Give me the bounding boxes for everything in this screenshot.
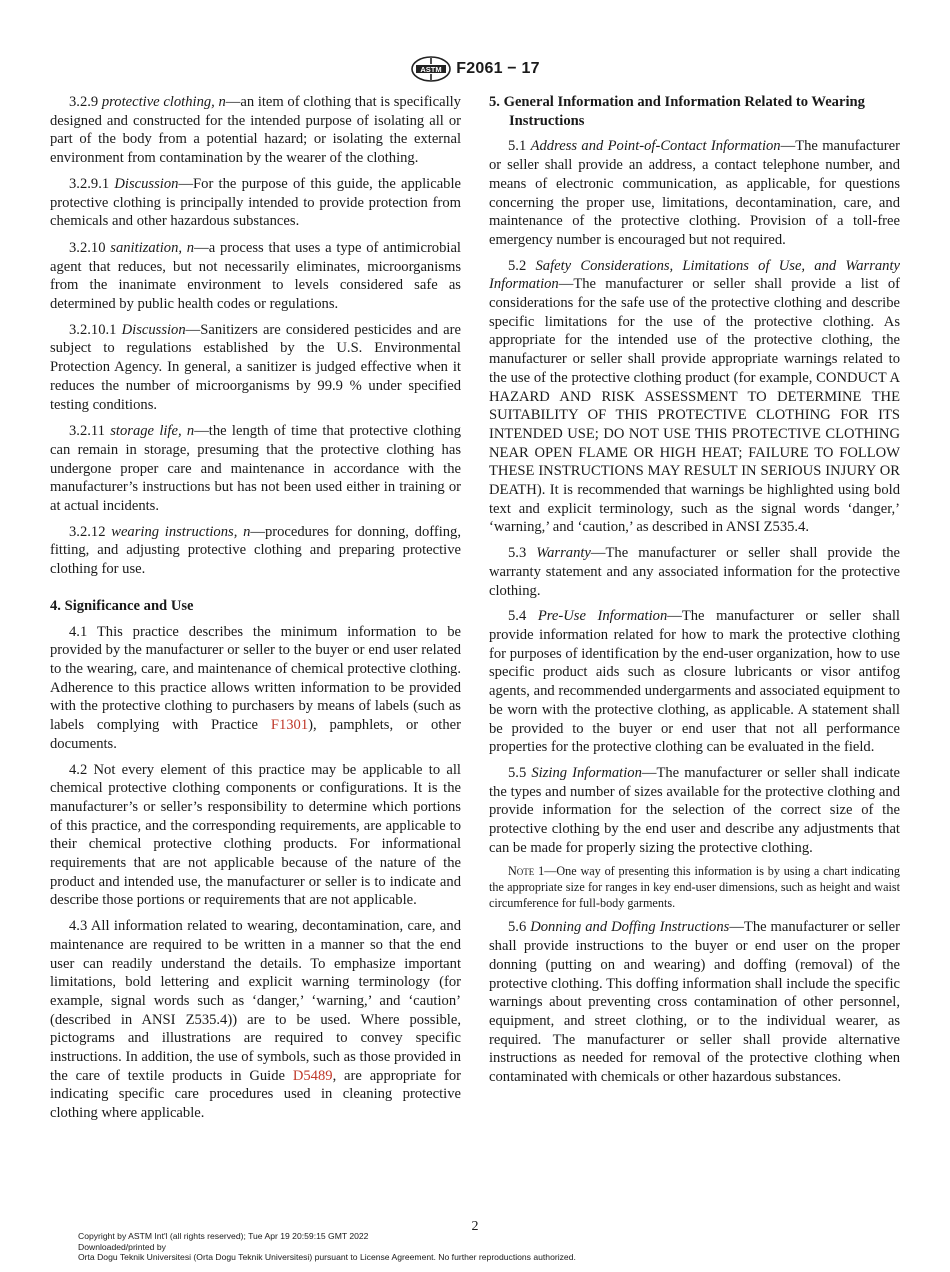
- discussion-text: —For the purpose of this guide, the applicable protective clothing is principally intended to provide protection from chemicals and other hazardous substances.: [50, 175, 462, 230]
- clause-number: 5.2: [508, 257, 527, 274]
- clause-5-1: [489, 137, 900, 249]
- clause-number: 3.2.11: [69, 423, 105, 440]
- clause-title: Donning and Doffing Instructions: [530, 919, 730, 936]
- clause-title: Warranty: [536, 545, 591, 562]
- definition-text: —the length of time that protective clothing can remain in storage, presuming that the protective clothing has undergone proper care and maintenance in accordance with the manufacturer’s instructions but has not been used either in training or at actual incidents.: [50, 423, 461, 515]
- clause-text: 4.1 This practice describes the minimum information to be provided by the manufacturer or seller to the buyer or end user related to the wearing, care, and maintenance of chemical protective clothing. Adherence to this practice allows written information to be provided with the protective clothing to purchasers by means of labels (such as labels complying with Practice: [50, 623, 461, 734]
- term: Discussion: [114, 175, 179, 192]
- clause-text: 4.3 All information related to wearing, decontamination, care, and maintenance are required to be written in a manner so that the end user can readily understand the details. To emphasize important limitations, bold lettering and explicit warning terminology (for example, signal words such as ‘danger,’ ‘warning,’ and ‘caution’ (described in ANSI Z535.4)) are to be used. Where possible, pictograms and illustrations are required to convey specific instructions. In addition, the use of symbols, such as those provided in the care of textile products in Guide: [50, 918, 461, 1084]
- note-text: —One way of presenting this information is by using a chart indicating the appropriate size for ranges in key end-user dimensions, such as height and waist circumference for full-body garments.: [489, 864, 900, 911]
- clause-number: 3.2.10: [69, 239, 106, 256]
- footer-license-line: Orta Dogu Teknik Universitesi (Orta Dogu Teknik Universitesi) pursuant to License Agreement. No further reproductions authorized.: [78, 1252, 576, 1263]
- clause-5-3: [489, 544, 900, 600]
- definition-text: —procedures for donning, doffing, fitting, and adjusting protective clothing and preparing protective clothing for use.: [50, 523, 462, 578]
- copyright-footer: [78, 1231, 576, 1263]
- term: Discussion: [121, 321, 186, 338]
- definition-text: —an item of clothing that is specifically designed and constructed for the intended purpose of isolating all or part of the body from a potential hazard; or isolating the external environment from contamination by the wearer of the clothing.: [50, 94, 461, 167]
- clause-title: Sizing Information: [531, 764, 642, 781]
- right-column: [489, 93, 900, 1094]
- clause-5-4: [489, 607, 900, 757]
- clause-number: 5.1: [508, 138, 527, 155]
- clause-title: Safety Considerations, Limitations of Use, and Warranty Information: [489, 257, 901, 293]
- clause-text: —The manufacturer or seller shall indicate the types and number of sizes available for the protective clothing and provide information for the selection of the correct size of the protective clothing by the end user and describe any adjustments that can be made for properly sizing the protective clothing.: [489, 764, 900, 856]
- term: storage life, n: [110, 423, 195, 440]
- document-designation: F2061 − 17: [456, 60, 540, 77]
- clause-number: 5.3: [508, 545, 527, 562]
- clause-text: —The manufacturer or seller shall provide instructions to the buyer or end user on the proper donning (putting on and wearing) and doffing (removal) of the protective clothing. This doffing information shall include the specific warnings about preventing cross contamination of other personnel, equipment, and street clothing, or to the individual wearer, as required. The manufacturer or seller shall provide alternative instructions as needed for removal of the protective clothing when contaminated with chemicals or other hazardous substances.: [489, 919, 900, 1086]
- clause-4-2: 4.2 Not every element of this practice may be applicable to all chemical protective clothing components or configurations. It is the manufacturer’s or seller’s responsibility to determine which portions of this practice, and the corresponding requirements, are applicable to their chemical protective clothing products. For informational requirements that are not applicable because of the nature of the product and intended use, the manufacturer or seller is to indicate and describe those portions or requirements that are not applicable.: [50, 761, 461, 909]
- astm-logo-icon: [410, 56, 452, 82]
- clause-text: —The manufacturer or seller shall provide the warranty statement and any associated information for the protective clothing.: [489, 545, 900, 599]
- clause-5-6: [489, 918, 900, 1086]
- discussion-3-2-10-1: [50, 321, 461, 415]
- clause-text: , are appropriate for indicating specific care procedures used in cleaning protective clothing where applicable.: [50, 1067, 462, 1122]
- clause-number: 5.4: [508, 608, 527, 625]
- definition-3-2-10: [50, 239, 461, 314]
- clause-text: —The manufacturer or seller shall provide an address, a contact telephone number, and means of electronic communication, as applicable, for questions concerning the proper use, limitations, decontamination, care, and maintenance of the protective clothing. Provision of a toll-free emergency number is encouraged but not required.: [489, 138, 900, 248]
- section-5-heading: 5. General Information and Information Related to Wearing Instructions: [489, 94, 865, 129]
- clause-text: —The manufacturer or seller shall provide information related for how to mark the protective clothing for purposes of identification by the end-user organization, how to use specific product aids such as closure lubricants or visor antifog agents, and recommended undergarments and associated equipment to be worn with the protective clothing, as applicable. A statement shall be provided to the buyer or end user that not all performance properties for the protective clothing can be evaluated in the field.: [489, 608, 900, 756]
- term: protective clothing, n: [101, 94, 226, 110]
- discussion-text: —Sanitizers are considered pesticides and are subject to regulations established by the U.S. Environmental Protection Agency. In general, a sanitizer is judged effective when it reduces the number of microorganisms by 99.9 % under specified testing conditions.: [50, 321, 461, 413]
- clause-text: —The manufacturer or seller shall provide a list of considerations for the safe use of the protective clothing and describe specific limitations for the use of the protective clothing. As appropriate for the intended use of the protective clothing, the manufacturer or seller shall provide appropriate warnings related to the use of the protective clothing product (for example, CONDUCT A HAZARD AND RISK ASSESSMENT TO DETERMINE THE SUITABILITY OF THIS PROTECTIVE CLOTHING FOR ITS INTENDED USE; DO NOT USE THIS PROTECTIVE CLOTHING NEAR OPEN FLAME OR HIGH HEAT; FAILURE TO FOLLOW THESE INSTRUCTIONS MAY RESULT IN SERIOUS INJURY OR DEATH). It is recommended that warnings be highlighted using bold text and explicit terminology, such as the signal words ‘danger,’ ‘warning,’ and ‘caution,’ as described in ANSI Z535.4.: [489, 276, 900, 536]
- clause-4-3: [50, 917, 461, 1123]
- term: wearing instructions, n: [111, 523, 251, 540]
- svg-text:ASTM: ASTM: [420, 65, 442, 74]
- clause-number: 3.2.10.1: [69, 321, 117, 338]
- definition-3-2-11: [50, 422, 461, 516]
- clause-4-1: [50, 623, 461, 754]
- clause-number: 3.2.9.1: [69, 175, 110, 192]
- clause-number: 5.5: [508, 764, 527, 781]
- clause-text: ), pamphlets, or other documents.: [50, 717, 461, 752]
- clause-title: Address and Point-of-Contact Information: [530, 138, 781, 155]
- discussion-3-2-9-1: [50, 175, 461, 231]
- definition-3-2-12: [50, 523, 461, 579]
- note-1: [489, 863, 900, 911]
- page-header: [0, 56, 950, 82]
- definition-text: —a process that uses a type of antimicrobial agent that reduces, but not necessarily eliminates, microorganisms from the inanimate environment to levels considered safe as determined by public health codes or regulations.: [50, 239, 461, 313]
- clause-5-5: [489, 764, 900, 858]
- left-column: [50, 93, 461, 1130]
- d5489-link[interactable]: D5489: [292, 1067, 333, 1084]
- footer-downloaded-line: Downloaded/printed by: [78, 1241, 166, 1252]
- f1301-link[interactable]: F1301: [270, 717, 309, 734]
- clause-5-2: [489, 257, 900, 538]
- clause-title: Pre-Use Information: [537, 608, 668, 625]
- page-number: 2: [471, 1219, 479, 1234]
- footer-copyright-line: Copyright by ASTM Int'l (all rights reserved); Tue Apr 19 20:59:15 GMT 2022: [78, 1231, 369, 1241]
- clause-number: 5.6: [508, 919, 527, 936]
- section-4-heading: 4. Significance and Use: [50, 597, 194, 614]
- definition-3-2-9: [50, 93, 461, 168]
- clause-number: 3.2.9: [69, 94, 99, 110]
- note-label: Note 1: [508, 864, 545, 879]
- clause-number: 3.2.12: [69, 523, 106, 540]
- term: sanitization, n: [110, 239, 195, 256]
